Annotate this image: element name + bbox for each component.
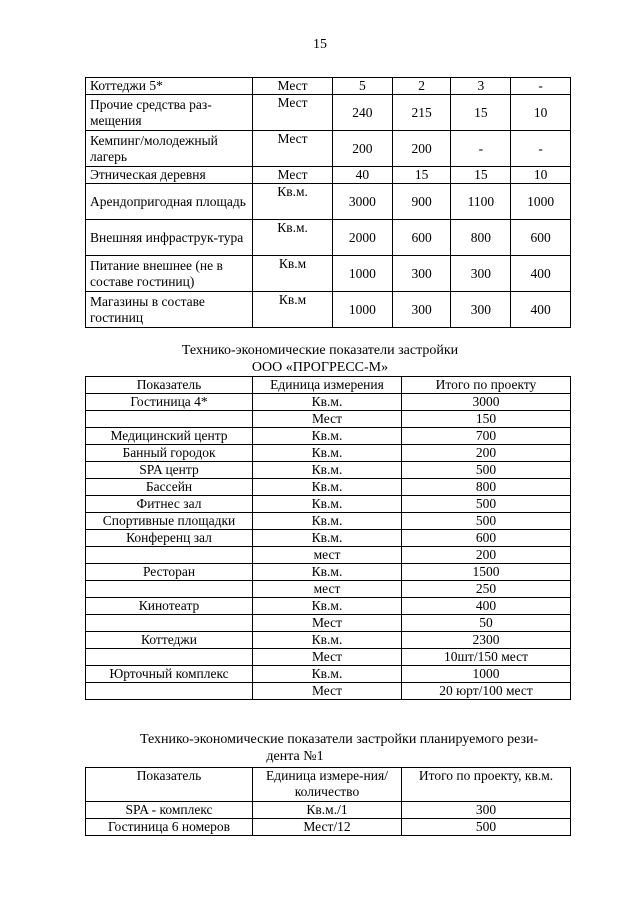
table-cell: 1000 [402,666,571,683]
table-row [86,256,571,292]
table3-caption [140,731,580,765]
row-value: 10 [511,95,571,131]
column-header: Единица измере-ния/количество [253,768,402,802]
table-cell: Фитнес зал [86,496,253,513]
row-value: 5 [332,78,392,95]
table-header-row [86,768,571,802]
table-cell: Кв.м. [253,666,402,683]
table-cell: 500 [402,462,571,479]
table-cell: Кв.м. [253,445,402,462]
row-value: 1000 [332,256,392,292]
row-value: 300 [392,292,451,328]
row-label: Кемпинг/молодежный лагерь [86,131,253,167]
table-cell: Кв.м. [253,564,402,581]
table-cell: 10шт/150 мест [402,649,571,666]
table-row [86,428,571,445]
table-row [86,394,571,411]
row-value: 1100 [451,184,511,220]
table-cell: 500 [402,513,571,530]
table-cell [86,683,253,700]
table-cell: 800 [402,479,571,496]
row-value: 1000 [332,292,392,328]
table-cell: Спортивные площадки [86,513,253,530]
table-cell: Кв.м. [253,479,402,496]
row-value: 1000 [511,184,571,220]
table-row [86,547,571,564]
row-value: - [511,131,571,167]
row-value: 15 [451,167,511,184]
table-cell: Мест [253,615,402,632]
row-unit: Кв.м. [253,184,333,220]
column-header: Единица измерения [253,377,402,394]
table-row [86,131,571,167]
column-header: Показатель [86,768,253,802]
table-cell: Кв.м. [253,428,402,445]
table-row [86,802,571,819]
table-cell: 200 [402,547,571,564]
table-row [86,445,571,462]
table-cell: 20 юрт/100 мест [402,683,571,700]
row-unit: Мест [253,167,333,184]
resident-table [85,767,571,836]
table-cell: Бассейн [86,479,253,496]
table-cell: Кв.м. [253,530,402,547]
row-label: Арендопригодная площадь [86,184,253,220]
table-row [86,615,571,632]
table-cell: 2300 [402,632,571,649]
table-cell: Юрточный комплекс [86,666,253,683]
table-row [86,184,571,220]
table-cell: Конференц зал [86,530,253,547]
row-value: 200 [392,131,451,167]
table-cell: Мест [253,411,402,428]
table-cell: Гостиница 4* [86,394,253,411]
row-value: 400 [511,256,571,292]
table-cell: 400 [402,598,571,615]
table-row [86,220,571,256]
table-row [86,95,571,131]
row-value: 3000 [332,184,392,220]
table-row [86,479,571,496]
row-label: Внешняя инфраструк-тура [86,220,253,256]
caption-line: дента №1 [266,749,324,764]
column-header: Показатель [86,377,253,394]
table-row [86,496,571,513]
table-cell [86,411,253,428]
table-cell: 150 [402,411,571,428]
table-cell: Коттеджи [86,632,253,649]
table-cell: 500 [402,819,571,836]
table-cell [86,615,253,632]
row-value: 40 [332,167,392,184]
table-cell: Кв.м. [253,632,402,649]
progress-m-table [85,376,571,700]
table-cell [86,649,253,666]
table-cell: Мест [253,683,402,700]
row-unit: Кв.м. [253,220,333,256]
table-row [86,666,571,683]
table-row [86,292,571,328]
row-label: Коттеджи 5* [86,78,253,95]
row-label: Этническая деревня [86,167,253,184]
row-value: 3 [451,78,511,95]
table-cell: 50 [402,615,571,632]
row-value: 900 [392,184,451,220]
table-cell: Кинотеатр [86,598,253,615]
row-value: 300 [451,256,511,292]
row-value: 2000 [332,220,392,256]
table-cell [86,581,253,598]
table-cell: 200 [402,445,571,462]
table-row [86,683,571,700]
row-value: 400 [511,292,571,328]
table-cell: 600 [402,530,571,547]
row-label: Питание внешнее (не в составе гостиниц) [86,256,253,292]
row-label: Прочие средства раз-мещения [86,95,253,131]
row-value: 10 [511,167,571,184]
row-unit: Мест [253,95,333,131]
table-row [86,167,571,184]
row-value: - [511,78,571,95]
column-header: Итого по проекту, кв.м. [402,768,571,802]
row-value: 200 [332,131,392,167]
row-value: 240 [332,95,392,131]
row-unit: Кв.м [253,256,333,292]
row-unit: Кв.м [253,292,333,328]
page-number: 15 [313,37,327,52]
row-value: - [451,131,511,167]
table-cell: Медицинский центр [86,428,253,445]
caption-line: Технико-экономические показатели застройки [181,343,459,358]
table-row [86,819,571,836]
table-cell: 500 [402,496,571,513]
table-row [86,649,571,666]
table-row [86,78,571,95]
table-cell: SPA - комплекс [86,802,253,819]
table-cell: Мест [253,649,402,666]
table-row [86,564,571,581]
table-row [86,530,571,547]
table-cell: Кв.м. [253,598,402,615]
row-value: 300 [451,292,511,328]
row-value: 300 [392,256,451,292]
row-unit: Мест [253,78,333,95]
table-row [86,462,571,479]
accommodation-table [85,77,571,328]
row-value: 15 [451,95,511,131]
table-cell: Гостиница 6 номеров [86,819,253,836]
table-row [86,513,571,530]
table-cell: Кв.м. [253,513,402,530]
row-value: 600 [392,220,451,256]
caption-line: Технико-экономические показатели застройки планируемого рези- [140,732,539,747]
table-row [86,411,571,428]
table-row [86,598,571,615]
table-cell: 3000 [402,394,571,411]
row-value: 800 [451,220,511,256]
table-cell: 1500 [402,564,571,581]
row-value: 2 [392,78,451,95]
table-cell: 300 [402,802,571,819]
table-cell: Кв.м. [253,462,402,479]
caption-line: ООО «ПРОГРЕСС-М» [251,360,389,375]
table-cell: Кв.м. [253,496,402,513]
row-value: 600 [511,220,571,256]
row-unit: Мест [253,131,333,167]
table-cell: мест [253,581,402,598]
table-cell: Мест/12 [253,819,402,836]
table-cell: Банный городок [86,445,253,462]
table-cell: Кв.м. [253,394,402,411]
column-header: Итого по проекту [402,377,571,394]
table-row [86,581,571,598]
row-value: 15 [392,167,451,184]
table-cell: Ресторан [86,564,253,581]
table-cell [86,547,253,564]
table-cell: мест [253,547,402,564]
table-cell: SPA центр [86,462,253,479]
table2-caption [0,342,640,376]
table-cell: 700 [402,428,571,445]
row-label: Магазины в составе гостиниц [86,292,253,328]
table-cell: 250 [402,581,571,598]
row-value: 215 [392,95,451,131]
table-header-row [86,377,571,394]
table-row [86,632,571,649]
table-cell: Кв.м./1 [253,802,402,819]
